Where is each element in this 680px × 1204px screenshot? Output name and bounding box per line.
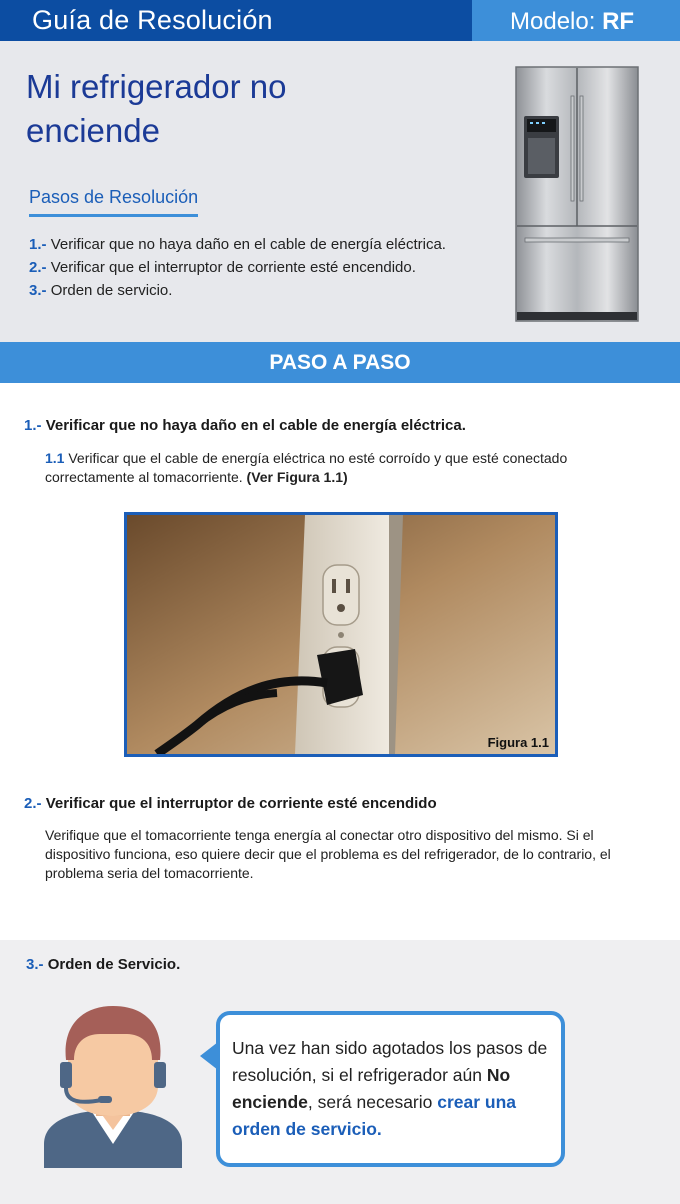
header-title: Guía de Resolución [32, 5, 273, 35]
bubble-bold: No enciende [232, 1065, 511, 1112]
figure-reference: (Ver Figura 1.1) [246, 469, 348, 485]
step2-title: Verificar que el interruptor de corriente esté encendido [45, 795, 437, 812]
step1-description [45, 449, 625, 487]
header-bar [0, 0, 680, 41]
step1-number: 1.- [24, 417, 42, 434]
step3-title: Orden de Servicio. [47, 956, 181, 973]
figure-caption: Figura 1.1 [487, 735, 549, 750]
steps-summary-list [29, 233, 446, 302]
create-service-order-link[interactable]: crear una orden de servicio. [232, 1092, 517, 1139]
summary-item: 3.- Orden de servicio. [29, 282, 173, 299]
model-badge [472, 0, 680, 41]
step2-heading [24, 795, 437, 812]
bubble-text-2: , será necesario [307, 1092, 438, 1112]
intro-section [0, 41, 680, 342]
step3-number: 3.- [26, 956, 44, 973]
step1-title: Verificar que no haya daño en el cable de energía eléctrica. [45, 417, 466, 434]
speech-bubble [216, 1011, 565, 1167]
power-outlet-photo [124, 512, 558, 757]
step3-heading [26, 956, 180, 973]
summary-item: 2.- Verificar que el interruptor de corriente esté encendido. [29, 259, 416, 276]
step2-description: Verifique que el tomacorriente tenga energía al conectar otro dispositivo del mismo. Si el dispositivo funciona, eso quiere decir que el problema es del refrigerador, de lo contrario, el problema seria del tomacorriente. [45, 827, 611, 881]
summary-item: 1.- Verificar que no haya daño en el cable de energía eléctrica. [29, 236, 446, 253]
step1-sub-text: Verificar que el cable de energía eléctrica no esté corroído y que esté conectado correctamente al tomacorriente. [45, 450, 568, 485]
step1-heading [24, 417, 466, 434]
refrigerator-image [515, 66, 639, 322]
page-title: Mi refrigerador no enciende [26, 68, 287, 149]
steps-title: Pasos de Resolución [29, 187, 198, 217]
step-by-step-band: PASO A PASO [0, 342, 680, 383]
model-label: Modelo: [510, 8, 596, 35]
bubble-text-1: Una vez han sido agotados los pasos de resolución, si el refrigerador aún [232, 1038, 548, 1085]
support-agent-icon [40, 1004, 186, 1168]
model-value: RF [602, 8, 635, 35]
service-order-section [0, 940, 680, 1204]
step2-number: 2.- [24, 795, 42, 812]
step1-sub-number: 1.1 [45, 450, 65, 466]
